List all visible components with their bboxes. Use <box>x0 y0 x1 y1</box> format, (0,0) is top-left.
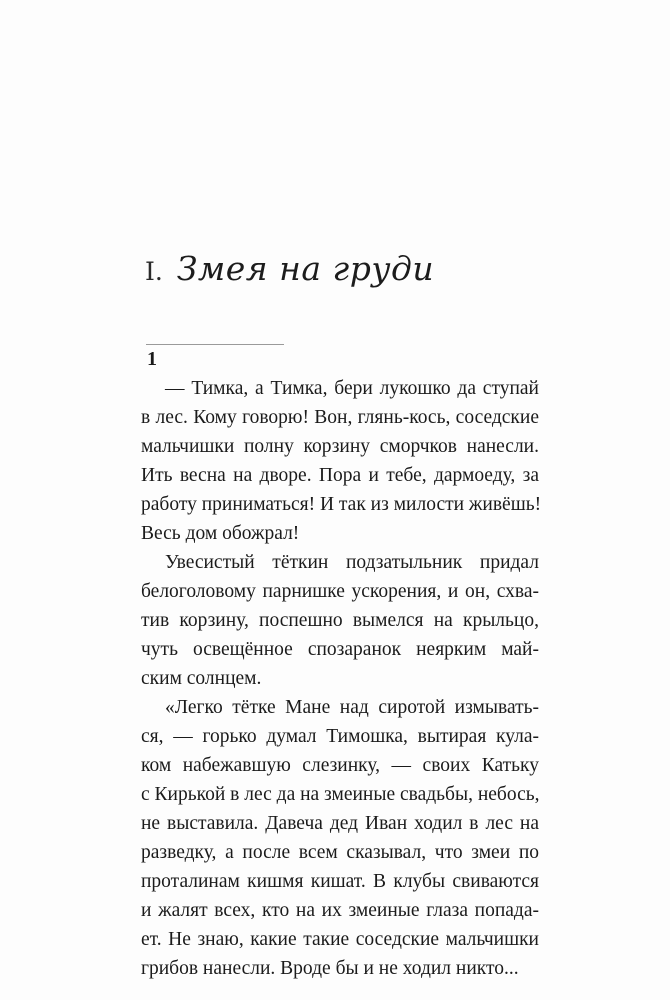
text-line: ся, — горько думал Тимошка, вытирая кула- <box>141 726 539 747</box>
text-line: с Кирькой в лес да на змеиные свадьбы, небось, <box>141 784 540 805</box>
text-line: Увесистый тёткин подзатыльник придал <box>165 552 539 573</box>
text-line: работу приниматься! И так из милости живёшь! <box>141 494 542 515</box>
text-line: Весь дом обожрал! <box>141 523 300 544</box>
text-line: «Легко тётке Мане над сиротой измывать- <box>165 697 539 718</box>
text-line: проталинам кишмя кишат. В клубы свиваются <box>141 871 539 892</box>
text-line: грибов нанесли. Вроде бы и не ходил никто... <box>141 958 519 979</box>
chapter-number: I. <box>145 257 163 286</box>
text-line: ком набежавшую слезинку, — своих Катьку <box>141 755 539 776</box>
text-line: — Тимка, а Тимка, бери лукошко да ступай <box>165 378 539 399</box>
text-line: тив корзину, поспешно вымелся на крыльцо, <box>141 610 539 631</box>
chapter-title: Змея на груди <box>176 249 435 288</box>
text-line: и жалят всех, кто на их змеиные глаза попада- <box>141 900 539 921</box>
text-line: чуть освещённое спозаранок неярким май- <box>141 639 539 660</box>
text-line: мальчишки полну корзину сморчков нанесли. <box>141 436 539 457</box>
text-line: белоголовому парнишке ускорения, и он, схва- <box>141 581 539 602</box>
section-number: 1 <box>147 348 157 370</box>
text-line: Ить весна на дворе. Пора и тебе, дармоеду, за <box>141 465 539 486</box>
section-divider-line <box>146 344 284 345</box>
text-line: в лес. Кому говорю! Вон, глянь-кось, соседские <box>141 407 539 428</box>
text-line: разведку, а после всем сказывал, что змеи по <box>141 842 539 863</box>
text-line: ет. Не знаю, какие такие соседские мальчишки <box>141 929 539 950</box>
chapter-heading <box>145 249 435 288</box>
text-line: не выставила. Давеча дед Иван ходил в лес на <box>141 813 539 834</box>
chapter-body-text <box>141 374 542 983</box>
text-line: ским солнцем. <box>141 668 262 689</box>
